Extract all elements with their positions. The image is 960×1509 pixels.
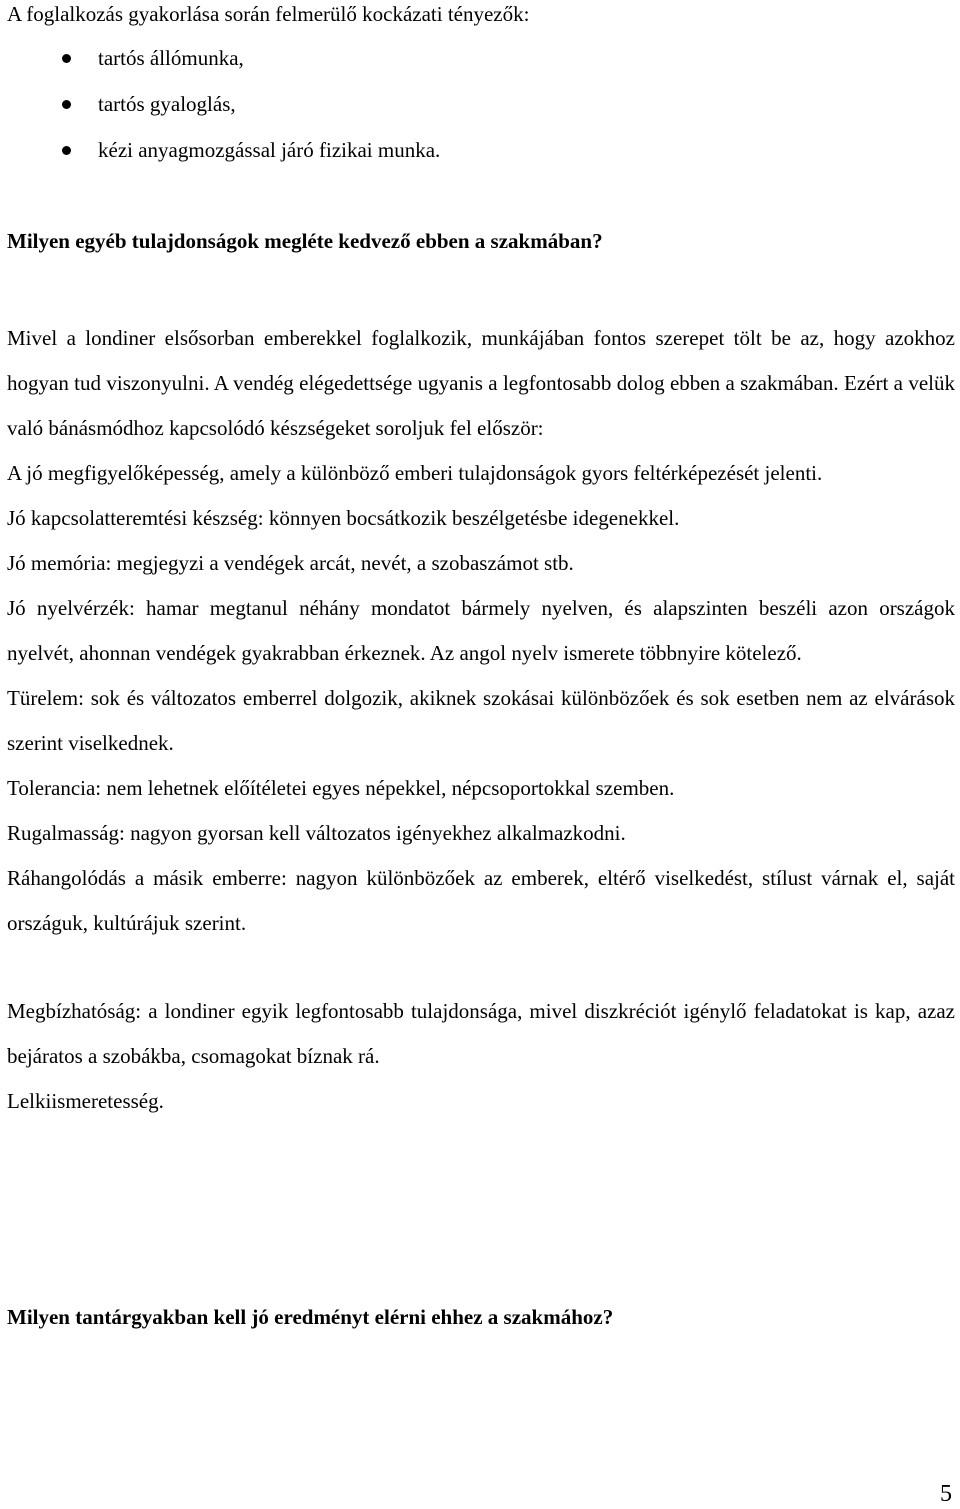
paragraph-empathy: Ráhangolódás a másik emberre: nagyon különbözőek az emberek, eltérő viselkedést, stílust várnak el, saját országuk, kultúrájuk szerint. <box>7 866 955 935</box>
body-text <box>7 316 955 1124</box>
risk-factors-intro: A foglalkozás gyakorlása során felmerülő kockázati tényezők: <box>7 2 530 26</box>
page-content <box>7 0 955 1329</box>
paragraph-observation: A jó megfigyelőképesség, amely a különböző emberi tulajdonságok gyors feltérképezését jelenti. <box>7 461 823 485</box>
paragraph-flexibility: Rugalmasság: nagyon gyorsan kell változatos igényekhez alkalmazkodni. <box>7 821 626 845</box>
list-item-text: tartós állómunka, <box>98 46 244 70</box>
bullet-icon <box>62 146 71 155</box>
paragraph-memory: Jó memória: megjegyzi a vendégek arcát, nevét, a szobaszámot stb. <box>7 551 574 575</box>
paragraph-patience: Türelem: sok és változatos emberrel dolgozik, akiknek szokásai különbözőek és sok esetben nem az elvárások szerint viselkednek. <box>7 686 955 755</box>
list-item-text: tartós gyaloglás, <box>98 92 236 116</box>
page-number: 5 <box>940 1481 952 1507</box>
question-heading-1: Milyen egyéb tulajdonságok megléte kedvező ebben a szakmában? <box>7 229 603 253</box>
paragraph-reliability: Megbízhatóság: a londiner egyik legfontosabb tulajdonsága, mivel diszkréciót igénylő feladatokat is kap, azaz bejáratos a szobákba, csomagokat bíznak rá. <box>7 999 955 1068</box>
bullet-icon <box>62 100 71 109</box>
list-item <box>7 91 955 118</box>
risk-factors-list <box>7 45 955 164</box>
paragraph-intro: Mivel a londiner elsősorban emberekkel foglalkozik, munkájában fontos szerepet tölt be az, hogy azokhoz hogyan tud viszonyulni. A vendég elégedettsége ugyanis a legfontosabb dolog ebben a szakmában. Ezért a velük való bánásmódhoz kapcsolódó készségeket soroljuk fel először: <box>7 326 955 440</box>
bullet-icon <box>62 54 71 63</box>
list-item <box>7 137 955 164</box>
list-item <box>7 45 955 72</box>
paragraph-communication: Jó kapcsolatteremtési készség: könnyen bocsátkozik beszélgetésbe idegenekkel. <box>7 506 680 530</box>
paragraph-conscientiousness: Lelkiismeretesség. <box>7 1089 164 1113</box>
question-heading-2: Milyen tantárgyakban kell jó eredményt elérni ehhez a szakmához? <box>7 1305 614 1329</box>
paragraph-tolerance: Tolerancia: nem lehetnek előítéletei egyes népekkel, népcsoportokkal szemben. <box>7 776 675 800</box>
list-item-text: kézi anyagmozgással járó fizikai munka. <box>98 138 441 162</box>
paragraph-languages: Jó nyelvérzék: hamar megtanul néhány mondatot bármely nyelven, és alapszinten beszéli azon országok nyelvét, ahonnan vendégek gyakrabban érkeznek. Az angol nyelv ismerete többnyire kötelező. <box>7 596 955 665</box>
